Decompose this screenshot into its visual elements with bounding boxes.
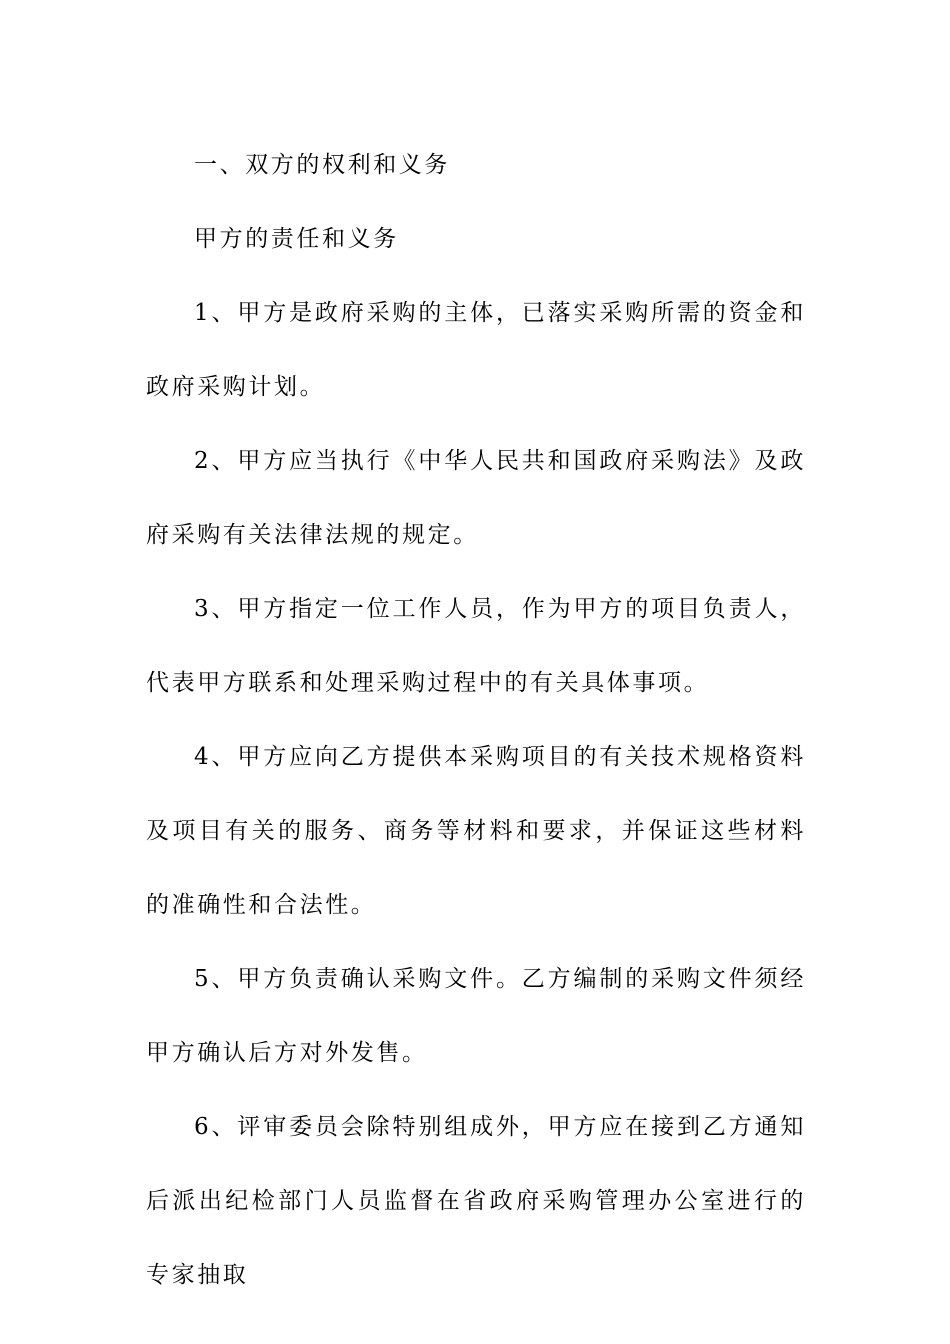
- section-heading: 一、双方的权利和义务: [194, 152, 450, 178]
- paragraph-1: 1、甲方是政府采购的主体，已落实采购所需的资金和政府采购计划。: [146, 300, 806, 400]
- paragraph-2: 2、甲方应当执行《中华人民共和国政府采购法》及政府采购有关法律法规的规定。: [146, 448, 806, 548]
- paragraph-5: 5、甲方负责确认采购文件。乙方编制的采购文件须经甲方确认后方对外发售。: [146, 966, 806, 1066]
- paragraph-3: 3、甲方指定一位工作人员，作为甲方的项目负责人，代表甲方联系和处理采购过程中的有关具体事项。: [146, 596, 806, 696]
- paragraph-4: 4、甲方应向乙方提供本采购项目的有关技术规格资料及项目有关的服务、商务等材料和要求，并保证这些材料的准确性和合法性。: [146, 744, 806, 918]
- paragraph-6: 6、评审委员会除特别组成外，甲方应在接到乙方通知后派出纪检部门人员监督在省政府采购管理办公室进行的专家抽取: [146, 1114, 806, 1288]
- section-subheading: 甲方的责任和义务: [194, 226, 399, 252]
- document-body: [146, 128, 806, 1312]
